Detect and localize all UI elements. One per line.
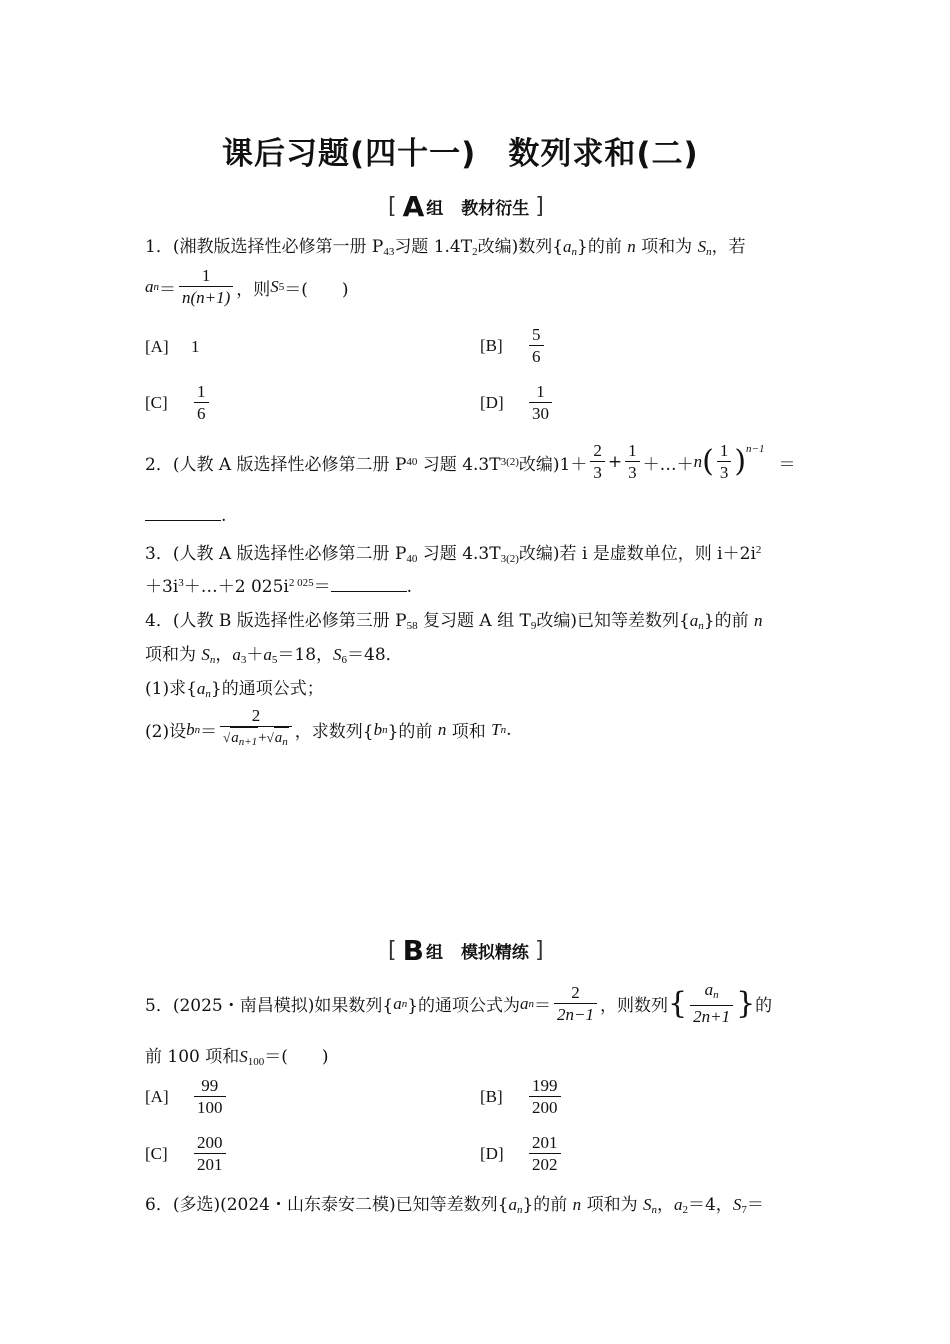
q3-line1: 3．(人教 A 版选择性必修第二册 $P_{40}$ 习题 $4.3T_{3(2)}$改编)若 i 是虚数单位，则 $i+2i^2$ — [145, 544, 762, 565]
group-name: 教材衍生 — [461, 199, 530, 219]
group-name: 模拟精练 — [460, 943, 529, 963]
q5-line2: 前 100 项和$S_{100}=$( ) — [145, 1047, 329, 1068]
q4-line2: 项和为 $S_n$，$a_3+a_5=18$，$S_6=48$． — [145, 645, 403, 666]
q2-answer-blank[interactable]: . — [145, 504, 226, 526]
q4-line1: 4．(人教 B 版选择性必修第三册 $P_{58}$ 复习题 A 组 $T_9$改编)已知等差数列$\{a_n\}$的前 n — [145, 611, 763, 632]
q6-line1: 6．(多选)(2024・山东泰安二模)已知等差数列$\{a_n\}$的前 n 项和为 $S_n$，$a_2=4$，$S_7=$ — [145, 1195, 764, 1216]
q3-answer-blank[interactable] — [331, 575, 407, 592]
group-a-header — [388, 190, 544, 223]
q5-option-c[interactable]: [C] $\frac{200}{201}$ — [145, 1133, 229, 1175]
page-title: 课后习题(四十一) 数列求和(二) — [222, 136, 699, 172]
bracket-left: [ — [388, 938, 397, 963]
group-zu: 组 — [425, 943, 443, 963]
group-zu: 组 — [426, 199, 444, 219]
group-letter: A — [402, 190, 425, 223]
q4-fraction: $\frac{2}{√a_{n+1}+√a_n}$ — [220, 706, 292, 753]
q5-line1: 5． (2025・南昌模拟)如果数列{ a n }的通项公式为 a n ＝ $\frac{2}{2n-1}$ ，则数列 { $\frac{a_n}{2n+1}$ } 的 — [145, 980, 773, 1026]
group-letter: B — [402, 934, 424, 967]
q1-option-b[interactable]: [B] $\frac{5}{6}$ — [480, 325, 547, 367]
group-b-header — [388, 934, 544, 967]
q1-line2: a n ＝ $\frac{1}{n(n+1)}$ ，则 S 5 ＝( ) — [145, 266, 349, 307]
q1-option-d[interactable]: [D] $\frac{1}{30}$ — [480, 382, 555, 424]
bracket-left: [ — [388, 194, 397, 219]
bracket-right: ] — [535, 194, 544, 219]
q5-option-a[interactable]: [A] $\frac{99}{100}$ — [145, 1076, 229, 1118]
q5-option-d[interactable]: [D] $\frac{201}{202}$ — [480, 1133, 564, 1175]
q1-line1: 1．(湘教版选择性必修第一册 $P_{43}$习题 $1.4T_2$改编)数列$\{a_n\}$的前 n 项和为 $S_n$，若 — [145, 237, 746, 258]
q5-option-b[interactable]: [B] $\frac{199}{200}$ — [480, 1076, 564, 1118]
q4-part1: (1)求$\{a_n\}$的通项公式； — [145, 679, 324, 700]
q1-option-a[interactable]: [A] 1 — [145, 337, 200, 356]
q3-line2: $+3i^3+\dots+2$ $025i^{2 025}=$ . — [145, 577, 413, 597]
q4-part2: (2)设 b n ＝ $\frac{2}{√a_{n+1}+√a_n}$ ，求数列{ b n }的前 n 项和 T n . — [145, 706, 512, 753]
q1-option-c[interactable]: [C] $\frac{1}{6}$ — [145, 382, 212, 424]
q1-fraction: $\frac{1}{n(n+1)}$ — [179, 266, 233, 308]
bracket-right: ] — [534, 938, 544, 963]
q2-line1: 2． (人教 A 版选择性必修第二册 P 40 习题 4.3T 3(2) 改编)1＋ $\frac{2}{3}$ + $\frac{1}{3}$ ＋…＋ n ( $\frac{1}{3}$ ) $^{n-1}$ ＝ — [145, 441, 796, 482]
